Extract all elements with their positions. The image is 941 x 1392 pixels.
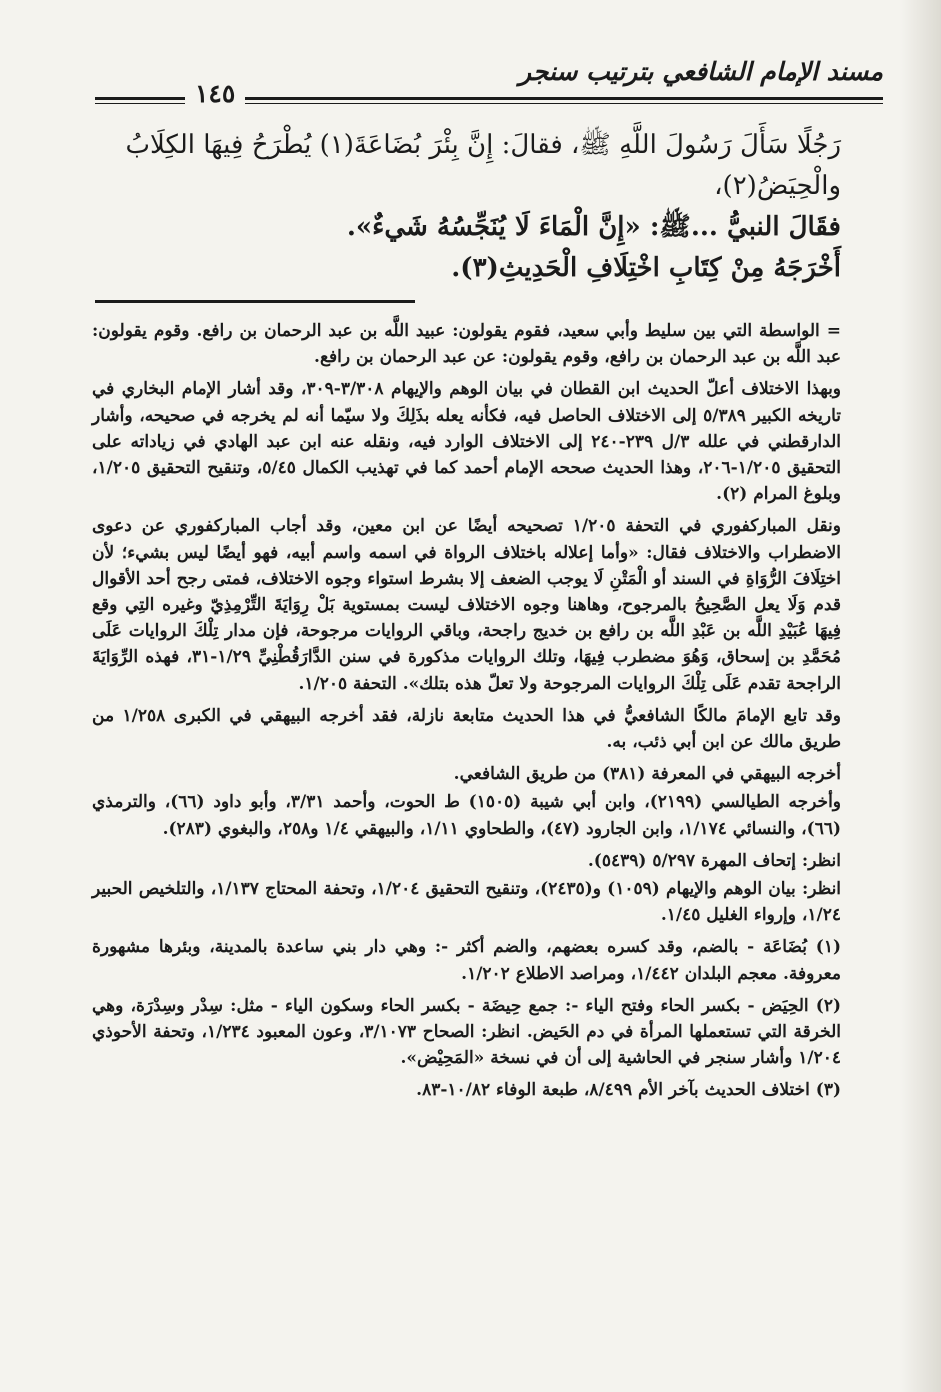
footnote-paragraph: وأخرجه الطيالسي (٢١٩٩)، وابن أبي شيبة (١٥٠٥) ط الحوت، وأحمد ٣/٣١، وأبو داود (٦٦)، والترمذي (٦٦)، والنسائي ١/١٧٤، وابن الجارود (٤٧)، والطحاوي ١/١١، والبيهقي ١/٤ و٢٥٨، والبغوي (٢٨٣). (92, 792, 842, 839)
hadith-line-1: رَجُلًا سَأَلَ رَسُولَ اللَّهِ ﷺ، فقالَ: إِنَّ بِئْرَ بُضَاعَةَ(١) يُطْرَحُ فِيهَا الكِلَابُ والْحِيَضُ(٢)، (125, 130, 841, 201)
footnote-3: (٣) اختلاف الحديث بآخر الأم ٨/٤٩٩، طبعة الوفاء ١٠/٨٢-٨٣. (416, 1080, 841, 1101)
footnote-paragraph: وقد تابع الإمامَ مالكًا الشافعيُّ في هذا الحديث متابعة نازلة، فقد أخرجه البيهقي في الكبرى ١/٢٥٨ من طريق مالك عن ابن أبي ذئب، به. (92, 705, 841, 753)
book-title: مسند الإمام الشافعي بترتيب سنجر (519, 57, 883, 86)
footnote-1: (١) بُضَاعَة - بالضم، وقد كسره بعضهم، والضم أكثر -: وهي دار بني ساعدة بالمدينة، وبئرها مشهورة معروفة. معجم البلدان ١/٤٤٢، ومراصد الاطلاع ١/٢٠٢. (92, 937, 841, 984)
footnote-paragraph: انظر: بيان الوهم والإيهام (١٠٥٩) و(٢٤٣٥)، وتنقيح التحقيق ١/٢٠٤، وتحفة المحتاج ١/١٣٧، والتلخيص الحبير ١/٢٤، وإرواء الغليل ١/٤٥. (92, 879, 842, 926)
footnote-separator (95, 300, 415, 303)
footnote-2: (٢) الحِيَض - بكسر الحاء وفتح الياء -: جمع حِيضَة - بكسر الحاء وسكون الياء - مثل: سِدْر وسِدْرَة، وهي الخرقة التي تستعملها المرأة في دم الحَيض. انظر: الصحاح ٣/١٠٧٣، وعون المعبود ١/٢٣٤، وتحفة الأحوذي ١/٢٠٤ وأشار سنجر في الحاشية إلى أن في نسخة «المَحِيْض». (92, 995, 841, 1069)
footnote-paragraph: وبهذا الاختلاف أعلّ الحديث ابن القطان في بيان الوهم والإيهام ٣/٣٠٨-٣٠٩، وقد أشار الإمام البخاري في تاريخه الكبير ٥/٣٨٩ إلى الاختلاف الحاصل فيه، فكأنه يعله بذَلِكَ ولا سيّما أنه لم يخرجه في صحيحه، وأشار الدارقطني في علله ٣/ل ٢٣٩-٢٤٠ إلى الاختلاف الوارد فيه، ونقله عنه ابن عبد الهادي في زياداته على التحقيق ١/٢٠٥-٢٠٦، وهذا الحديث صححه الإمام أحمد كما في تهذيب الكمال ٥/٤٥، وتنقيح التحقيق ١/٢٠٥، وبلوغ المرام (٢). (92, 379, 842, 505)
footnotes (92, 318, 841, 1110)
hadith-line-3: أَخْرَجَهُ مِنْ كِتَابِ اخْتِلَافِ الْحَدِيثِ(٣). (451, 253, 841, 283)
running-header (95, 55, 883, 108)
footnote-paragraph: انظر: إتحاف المهرة ٥/٢٩٧ (٥٤٣٩). (587, 850, 841, 871)
footnote-paragraph: أخرجه البيهقي في المعرفة (٣٨١) من طريق الشافعي. (453, 764, 841, 785)
hadith-text (90, 125, 841, 289)
gutter-shadow (901, 0, 941, 1392)
footnote-paragraph: ونقل المباركفوري في التحفة ١/٢٠٥ تصحيحه أيضًا عن ابن معين، وقد أجاب المباركفوري عن دعوى الاضطراب والاختلاف فقال: «وأما إعلاله باختلاف الرواة في اسمه واسم أبيه، فهو أيضًا ليس بشيء؛ لأن اختِلَافَ الرُّوَاةِ في السند أو الْمَتْنِ لَا يوجب الضعف إلا بشرط استواء وجوه الاختلاف، فمتى رجح أحد الأقوال قدم وَلَا يعل الصَّحِيحُ بالمرجوح، وهاهنا وجوه الاختلاف ليست بمستوية بَلْ رِوَايَةَ التِّرْمِذِيّ وغيره التِي وقع فِيهَا عُبَيْدِ اللَّه بن عَبْدِ اللَّه بن رافع بن خديج راجحة، وباقي الروايات مرجوحة، فإن مدار تِلْكَ الروايات عَلَى مُحَمَّدِ بن إسحاق، وَهُوَ مضطرب فِيهَا، وتلك الروايات مذكورة في سنن الدَّارَقُطْنِيِّ ١/٢٩-٣١، فهذه الرِّوَايَةَ الراجحة تقدم عَلَى تِلْكَ الروايات المرجوحة ولا تعلّ هذه بتلك». التحفة ١/٢٠٥. (92, 516, 841, 694)
footnote-paragraph: = الواسطة التي بين سليط وأبي سعيد، فقوم يقولون: عبيد اللَّه بن عبد الرحمان بن رافع. وقوم يقولون: عبد اللَّه بن عبد الرحمان بن رافع، وقوم يقولون: عن عبد الرحمان بن رافع. (92, 321, 841, 368)
page-number: ١٤٥ (185, 79, 245, 108)
hadith-line-2: فقَالَ النبيُّ ...ﷺ: «إِنَّ الْمَاءَ لَا يُنَجِّسُهُ شَيءٌ». (346, 212, 841, 242)
